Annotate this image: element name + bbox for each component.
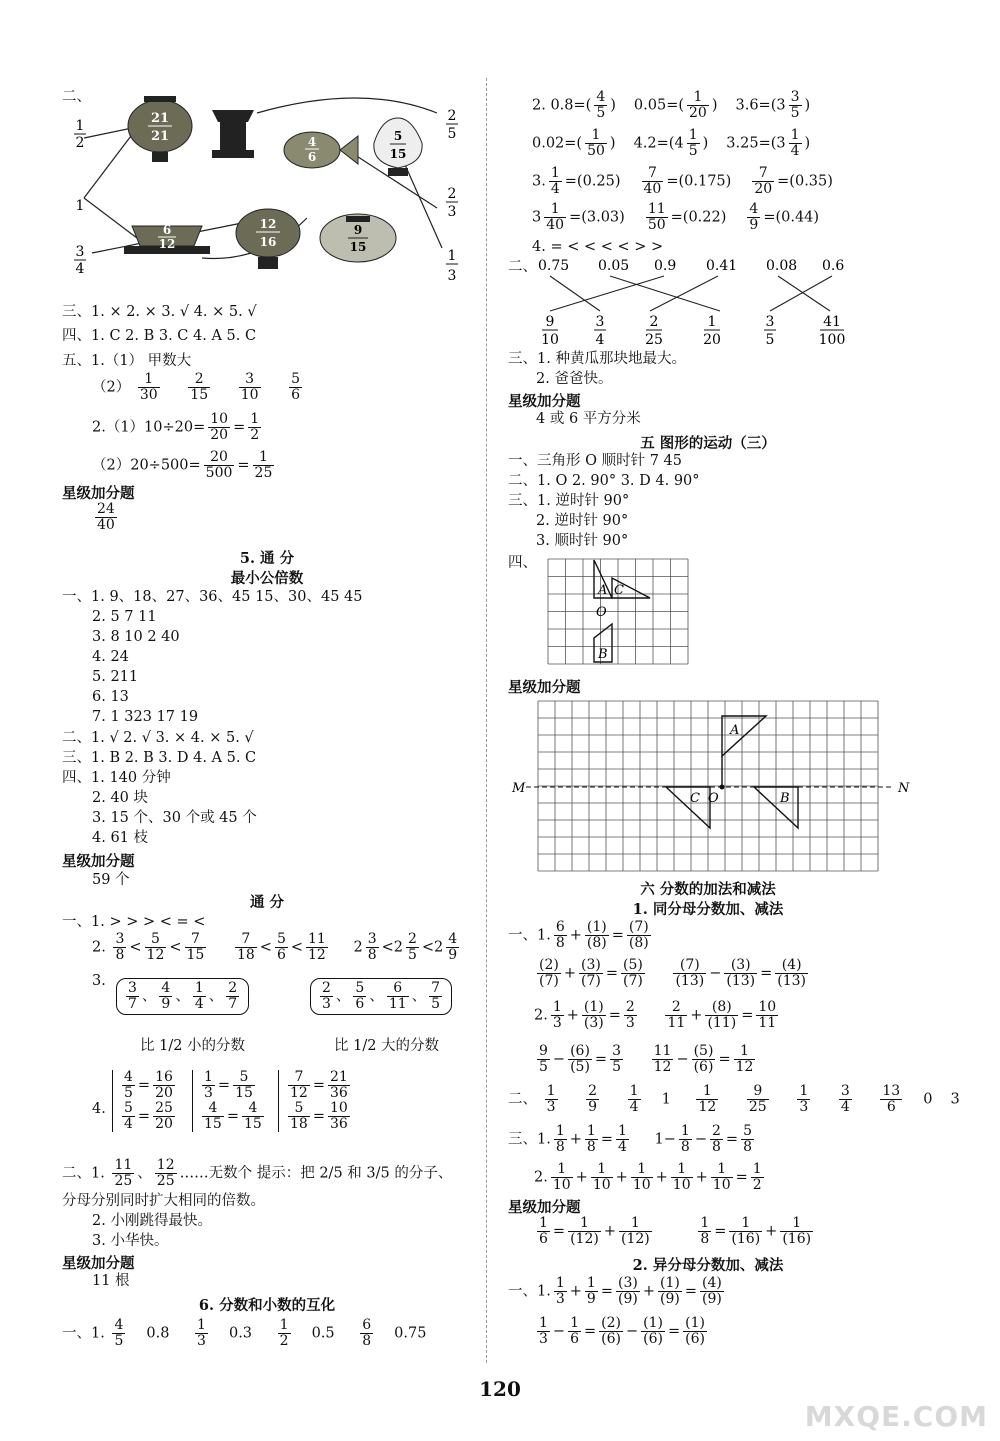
lcm-section-4-4: 4. 61 枝 [92,830,149,846]
svg-text:C: C [614,583,624,598]
add-line-1: 一、1. $\frac{6}{8}$ + $\frac{(1)}{(8)}$ = $\frac{(7)}{(8)}$ [508,919,649,951]
lantern-matching-figure [62,88,462,288]
right-line-7: 三、1. 种黄瓜那块地最大。 [508,351,686,367]
add-line-7: 2. $\frac{1}{10}$ + $\frac{1}{10}$ + $\frac{1}{10}$ + $\frac{1}{10}$ + $\frac{1}{10}$ = $\frac{1}{2}$ [534,1161,762,1193]
right-line-1: 2. 0.8=( $\frac{4}{5}$ ) 0.05=( $\frac{1}{20}$ ) 3.6=(3 $\frac{3}{5}$ ) [532,89,811,121]
svg-text:0.08: 0.08 [766,258,798,274]
right-line-8: 2. 爸爸快。 [536,371,613,387]
svg-text:1: 1 [447,248,457,264]
section-title-6: 6. 分数和小数的互化 [198,1297,336,1314]
tongfen-equiv-col-2: $\frac{1}{3}$ = $\frac{5}{15}$ $\frac{4}{15}$ = $\frac{4}{15}$ [192,1070,267,1132]
tongfen-line-1: 一、1. > > > < = < [62,914,206,930]
svg-text:6: 6 [162,223,172,237]
right-star-title-3: 星级加分题 [508,1199,581,1216]
svg-text:O: O [708,791,719,806]
sub-line-1: 一、1. $\frac{1}{3}$ + $\frac{1}{9}$ = $\frac{(3)}{(9)}$ + $\frac{(1)}{(9)}$ = $\frac{(4)}{(9)}$ [508,1275,722,1307]
tongfen-equiv-col-3: $\frac{7}{12}$ = $\frac{21}{36}$ $\frac{5}{18}$ = $\frac{10}{36}$ [278,1070,353,1132]
right-star-answer-1: 4 或 6 平方分米 [536,411,641,427]
tongfen-caption-large: 比 1/2 大的分数 [334,1038,440,1054]
lcm-line-4: 4. 24 [92,649,129,665]
decimal-fraction-matching [530,256,870,346]
lcm-line-1: 一、1. 9、18、27、36、45 15、30、45 45 [62,589,363,605]
svg-text:100: 100 [818,332,846,348]
svg-text:12: 12 [259,217,277,231]
svg-text:2: 2 [75,135,85,151]
geo-line-5: 3. 顺时针 90° [536,533,629,549]
add-line-2: $\frac{(2)}{(7)}$ + $\frac{(3)}{(7)}$ = $\frac{(5)}{(7)}$ $\frac{(7)}{(13)}$ − $\frac{(3)}{(13)}$ = $\frac{(4)}{(13)}$ [539,957,807,989]
svg-text:9: 9 [353,223,363,237]
svg-text:25: 25 [645,332,663,348]
rotation-grid-2 [508,700,908,872]
svg-text:5: 5 [393,129,403,143]
svg-text:20: 20 [703,332,721,348]
right-subtitle-1: 1. 同分母分数加、减法 [632,901,784,918]
tongfen-box-large: $\frac{2}{3}$ 、 $\frac{5}{6}$ 、 $\frac{6}{11}$ 、 $\frac{7}{5}$ [310,978,452,1015]
column-divider [486,78,487,1363]
right-section-title-5: 五 图形的运动（三） [640,435,776,452]
svg-text:3: 3 [765,314,775,330]
right-line-2: 0.02=( $\frac{1}{50}$ ) 4.2=(4 $\frac{1}{5}$ ) 3.25=(3 $\frac{1}{4}$ ) [532,127,811,159]
svg-text:0.9: 0.9 [654,258,677,274]
svg-text:4: 4 [595,332,605,348]
svg-text:4: 4 [75,261,85,277]
geo-line-2: 二、1. O 2. 90° 3. D 4. 90° [508,473,700,489]
lcm-line-2: 2. 5 7 11 [92,609,157,625]
section-3-answers: 三、1. × 2. × 3. √ 4. × 5. √ [62,304,257,320]
add-line-4: $\frac{9}{5}$ − $\frac{(6)}{(5)}$ = $\frac{3}{5}$ $\frac{11}{12}$ − $\frac{(5)}{(6)}$ = $\frac{1}{12}$ [539,1043,754,1075]
svg-text:0.6: 0.6 [822,258,845,274]
section-5-line-2: （2） $\frac{1}{30}$ $\frac{2}{15}$ $\frac{3}{10}$ $\frac{5}{6}$ [92,371,301,403]
section-5-line-4: （2）20÷500= $\frac{20}{500}$ = $\frac{1}{25}$ [92,449,273,481]
svg-text:4: 4 [307,135,317,149]
star-title-1: 星级加分题 [62,485,135,502]
svg-text:15: 15 [389,147,407,161]
svg-text:1: 1 [75,118,85,134]
lantern-frac-1-num: 21 [150,111,170,126]
right-line-4: 3 $\frac{1}{40}$ =(3.03) $\frac{11}{50}$ =(0.22) $\frac{4}{9}$ =(0.44) [532,201,820,233]
section-title-5: 5. 通 分 [239,550,295,567]
svg-text:3: 3 [447,204,457,220]
svg-text:12: 12 [158,237,176,251]
section-5-line-1: 五、1.（1） 甲数大 [62,353,192,369]
svg-text:16: 16 [259,235,277,249]
right-line-5: 4. = < < < < > > [532,239,664,255]
watermark-logo: MXQE.COM [804,1400,988,1433]
svg-text:3: 3 [447,268,457,284]
right-subtitle-2: 2. 异分母分数加、减法 [632,1257,784,1274]
svg-text:0.75: 0.75 [538,258,570,274]
svg-text:2: 2 [447,186,457,202]
svg-text:21: 21 [150,129,170,144]
svg-text:A: A [730,723,740,738]
add-line-3: 2. $\frac{1}{3}$ + $\frac{(1)}{(3)}$ = $\frac{2}{3}$ $\frac{2}{11}$ + $\frac{(8)}{(11)}$ = $\frac{10}{11}$ [534,999,777,1031]
right-star-title-1: 星级加分题 [508,393,581,410]
tongfen-er-line: 二、1. $\frac{11}{25}$ 、 $\frac{12}{25}$ ……无数个 提示：把 2/5 和 3/5 的分子、 [62,1157,453,1189]
section-5-line-3: 2.（1）10÷20= $\frac{10}{20}$ = $\frac{1}{2}$ [92,411,260,443]
right-star-title-2: 星级加分题 [508,679,581,696]
svg-text:3: 3 [75,244,85,260]
lcm-section-2: 二、1. √ 2. √ 3. × 4. × 5. √ [62,730,254,746]
lcm-section-3: 三、1. B 2. B 3. D 4. A 5. C [62,750,257,766]
tongfen-equiv-col-1: $\frac{4}{5}$ = $\frac{16}{20}$ $\frac{5}{4}$ = $\frac{25}{20}$ [112,1070,178,1132]
match-label: 二、 [508,259,537,275]
section-4-answers: 四、1. C 2. B 3. C 4. A 5. C [62,328,257,344]
right-section-title-6: 六 分数的加法和减法 [640,881,776,898]
lcm-line-5: 5. 211 [92,669,139,685]
lcm-section-4-2: 2. 40 块 [92,790,149,806]
right-line-3: 3. $\frac{1}{4}$ =(0.25) $\frac{7}{40}$ =(0.175) $\frac{7}{20}$ =(0.35) [532,165,833,197]
svg-text:2: 2 [649,314,659,330]
section-2-label: 二、 [62,89,91,105]
lcm-line-3: 3. 8 10 2 40 [92,629,180,645]
star-answer-1: $\frac{24}{40}$ [97,501,115,533]
geo-line-4: 2. 逆时针 90° [536,513,629,529]
sub-line-2: $\frac{1}{3}$ − $\frac{1}{6}$ = $\frac{(2)}{(6)}$ − $\frac{(1)}{(6)}$ = $\frac{(1)}{(6)}$ [539,1315,705,1347]
svg-text:B: B [780,791,790,806]
tongfen-er-2: 2. 小刚跳得最快。 [92,1213,212,1229]
star-answer-2: 59 个 [92,872,130,888]
svg-text:3: 3 [595,314,605,330]
svg-text:O: O [596,605,607,620]
svg-text:10: 10 [541,332,559,348]
add-line-5: 二、 $\frac{1}{3}$ $\frac{2}{9}$ $\frac{1}{4}$ 1 $\frac{1}{12}$ $\frac{9}{25}$ $\frac{1}{3}$ $\frac{3}{4}$ $\frac{13}{6}$ 0 3 [508,1083,960,1115]
lcm-line-7: 7. 1 323 17 19 [92,709,199,725]
page-number: 120 [479,1377,521,1401]
svg-text:C: C [690,791,700,806]
star-title-3: 星级加分题 [62,1255,135,1272]
tongfen-er-line-2: 分母分别同时扩大相同的倍数。 [62,1193,265,1209]
svg-text:6: 6 [307,150,317,164]
add-line-8: $\frac{1}{6}$ = $\frac{1}{(12)}$ + $\frac{1}{(12)}$ $\frac{1}{8}$ = $\frac{1}{(16)}$ + $\frac{1}{(16)}$ [539,1215,812,1247]
svg-text:0.41: 0.41 [706,258,738,274]
star-title-2: 星级加分题 [62,853,135,870]
geo-line-1: 一、三角形 O 顺时针 7 45 [508,453,682,469]
geo-4-label: 四、 [508,555,537,571]
lcm-line-6: 6. 13 [92,689,129,705]
add-line-6: 三、1. $\frac{1}{8}$ + $\frac{1}{8}$ = $\frac{1}{4}$ 1− $\frac{1}{8}$ − $\frac{2}{8}$ = $\frac{5}{8}$ [508,1123,752,1155]
tongfen-box-small: $\frac{3}{7}$ 、 $\frac{4}{9}$ 、 $\frac{1}{4}$ 、 $\frac{2}{7}$ [116,978,249,1015]
svg-text:B: B [598,647,608,662]
svg-text:0.05: 0.05 [598,258,630,274]
svg-text:5: 5 [765,332,775,348]
star-answer-3: 11 根 [92,1273,130,1289]
rotation-grid-1 [546,558,692,664]
svg-text:41: 41 [823,314,841,330]
tongfen-line-2: 2. $\frac{3}{8}$ < $\frac{5}{12}$ < $\frac{7}{15}$ $\frac{7}{18}$ < $\frac{5}{6}$ < $\frac{11}{12}$ 2 $\frac{3}{8}$ <2 $\frac{2}{5}$ <2 $\frac{4}{9}$ [92,931,458,963]
tongfen-line-3-label: 3. [92,973,106,989]
subtitle-tongfen: 通 分 [249,894,285,911]
tongfen-er-3: 3. 小华快。 [92,1233,169,1249]
svg-text:1: 1 [707,314,717,330]
svg-text:15: 15 [349,240,367,254]
svg-text:2: 2 [447,108,457,124]
svg-text:1: 1 [75,198,85,214]
tongfen-line-4-label: 4. [92,1101,106,1117]
geo-line-3: 三、1. 逆时针 90° [508,493,630,509]
lcm-section-4-3: 3. 15 个、30 个或 45 个 [92,810,257,826]
svg-text:M: M [512,781,526,796]
svg-text:5: 5 [447,126,457,142]
svg-text:9: 9 [545,314,555,330]
section-6-line-1: 一、1. $\frac{4}{5}$ 0.8 $\frac{1}{3}$ 0.3 $\frac{1}{2}$ 0.5 $\frac{6}{8}$ 0.75 [62,1317,427,1349]
tongfen-caption-small: 比 1/2 小的分数 [140,1038,246,1054]
lcm-section-4-1: 四、1. 140 分钟 [62,770,171,786]
subtitle-lcm: 最小公倍数 [230,570,304,587]
svg-text:A: A [598,583,608,598]
svg-text:N: N [898,781,910,796]
